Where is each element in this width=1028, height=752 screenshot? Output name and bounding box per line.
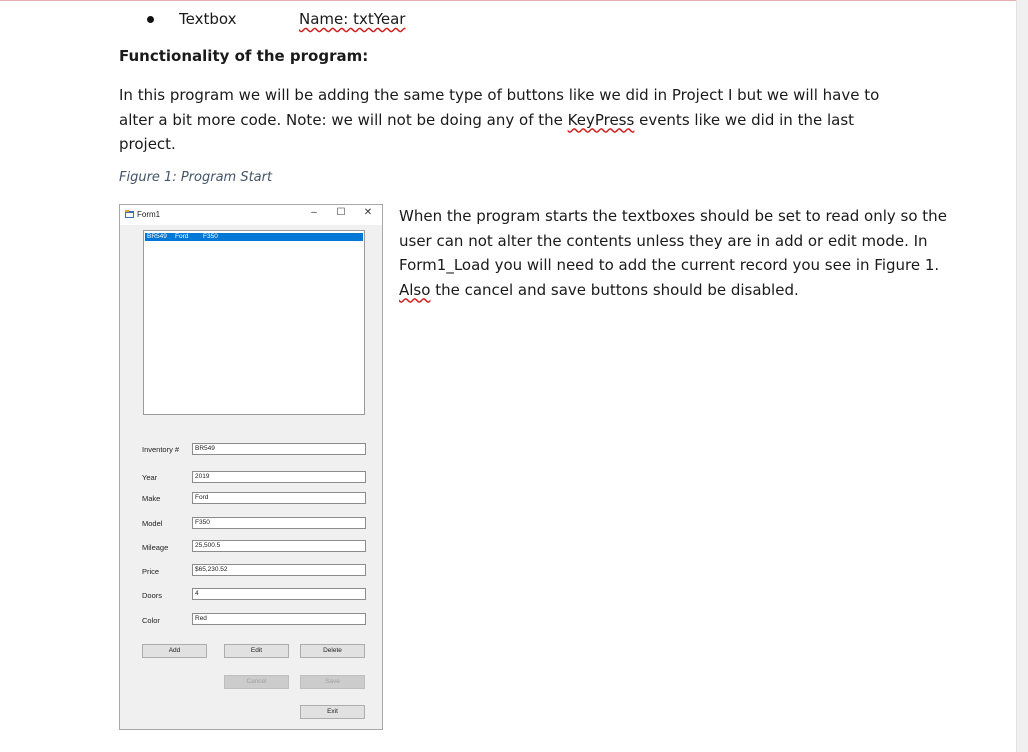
vertical-scrollbar[interactable] (1016, 0, 1028, 752)
figure-caption: Figure 1: Program Start (119, 170, 273, 185)
cancel-button[interactable]: Cancel (224, 675, 289, 689)
description-paragraph (399, 204, 959, 302)
inventory-listbox[interactable] (143, 230, 365, 415)
mileage-label: Mileage (142, 543, 169, 552)
form-titlebar (120, 205, 382, 225)
price-label: Price (142, 567, 160, 576)
save-button[interactable]: Save (300, 675, 365, 689)
intro-keyword: KeyPress (567, 110, 635, 129)
bullet-item-text: Textbox (179, 10, 237, 28)
intro-paragraph (119, 83, 899, 157)
make-textbox[interactable]: Ford (192, 492, 366, 504)
intro-text-end: events like we did in the last project. (119, 110, 855, 153)
color-textbox[interactable]: Red (192, 613, 366, 625)
model-label: Model (142, 519, 163, 528)
minimize-button[interactable]: – (311, 207, 317, 218)
delete-button[interactable]: Delete (300, 644, 365, 658)
exit-button[interactable]: Exit (300, 705, 365, 719)
doors-textbox[interactable]: 4 (192, 588, 366, 600)
edit-button[interactable]: Edit (224, 644, 289, 658)
inventory-label: Inventory # (142, 445, 180, 454)
section-heading: Functionality of the program: (119, 47, 369, 65)
list-item-model: F350 (203, 233, 218, 240)
form-window-screenshot (119, 204, 383, 730)
price-textbox[interactable]: $65,230.52 (192, 564, 366, 576)
form-title: Form1 (137, 210, 161, 219)
list-item-inventory: BR549 (147, 233, 167, 240)
model-textbox[interactable]: F350 (192, 517, 366, 529)
close-button[interactable]: ✕ (363, 207, 373, 218)
description-text-end: the cancel and save buttons should be disabled. (430, 280, 799, 299)
inventory-textbox[interactable]: BR549 (192, 443, 366, 455)
page-top-border (0, 0, 1016, 4)
make-label: Make (142, 494, 161, 503)
add-button[interactable]: Add (142, 644, 207, 658)
form-app-icon (125, 210, 134, 218)
mileage-textbox[interactable]: 25,500.5 (192, 540, 366, 552)
year-label: Year (142, 473, 158, 482)
doors-label: Doors (142, 591, 163, 600)
list-item-selected[interactable] (145, 233, 363, 241)
color-label: Color (142, 616, 160, 625)
intro-text-start: In this program we will be adding the same type of buttons like we did in Project I but we will have to alter a bit more code. Note: we will not be doing any of the (119, 86, 880, 129)
year-textbox[interactable]: 2019 (192, 471, 366, 483)
description-keyword: Also (399, 280, 431, 299)
description-text-start: When the program starts the textboxes should be set to read only so the user can not alter the contents unless they are in add or edit mode. In Form1_Load you will need to add the current record you see in Figure 1. (399, 207, 947, 274)
list-item-make: Ford (175, 233, 189, 240)
bullet-item-name: Name: txtYear (299, 10, 406, 28)
bullet-icon (147, 16, 154, 23)
maximize-button[interactable]: ☐ (336, 207, 346, 218)
